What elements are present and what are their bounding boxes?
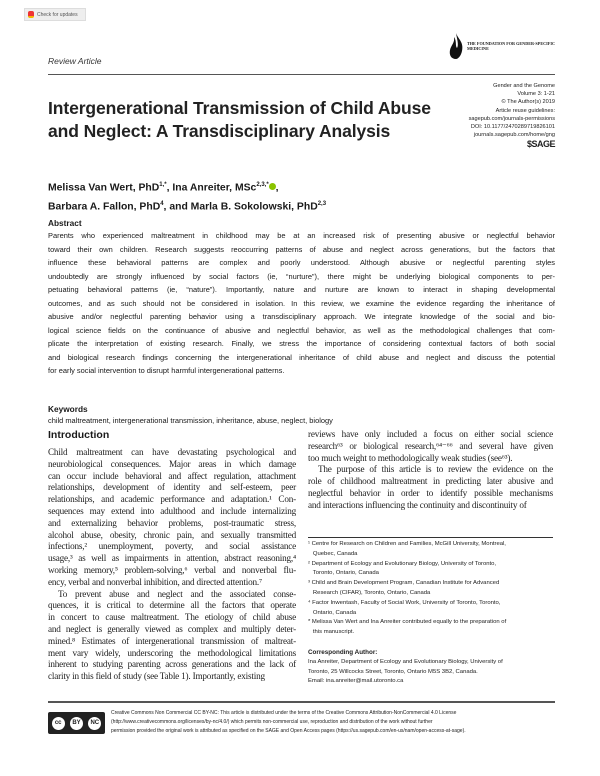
keywords-text: child maltreatment, intergenerational transmission, inheritance, abuse, neglect, biology — [48, 416, 333, 425]
author-list: Melissa Van Wert, PhD$^{1,*}$, Ina Anreiter, MSc$^{2,3,*}$ , Barbara A. Fallon, PhD$^4$, and Marla B. Sokolowski, PhD$^{2,3}$ — [48, 182, 327, 213]
text-line: Toronto, Ontario, Canada — [308, 570, 379, 577]
text-line: ³ Child and Brain Development Program, Canadian Institute for Advanced — [308, 580, 500, 587]
permissions-link[interactable]: sagepub.com/journals-permissions — [468, 115, 555, 122]
text-line: inherent to studying parenting across generations and the lack of — [48, 659, 296, 670]
intro-left-column — [48, 447, 296, 683]
text-line: ment vary widely, underscoring the methodological limitations — [48, 647, 296, 658]
text-line: usage,³ as well as impairments in attention, abstract reasoning,⁴ — [48, 553, 296, 564]
text-line: Child maltreatment can have devastating psychological and — [48, 447, 296, 457]
text-line: sequences may extend into adulthood and include internalizing — [48, 505, 296, 516]
text-line: can occur include behavioral and affect regulation, attachment — [48, 470, 296, 481]
license-text — [111, 709, 555, 737]
text-line: quences, it is critical to determine all the factors that operate — [48, 600, 296, 611]
text-line: abusive and/or neglectful parenting behavior using a transdisciplinary approach. We integrate knowledge of the social and bio- — [48, 312, 555, 321]
footnote-rule — [308, 537, 553, 538]
abstract — [48, 217, 555, 378]
text-line: influence these behavioral patterns are complex and poorly understood. Although abusive or neglectful parenting styles — [48, 258, 555, 267]
text-line: To prevent abuse and neglect and the associated conse- — [58, 588, 296, 599]
abstract-heading: Abstract — [48, 218, 82, 228]
text-line: working memory,⁵ problem-solving,⁶ verbal and nonverbal flu- — [48, 564, 296, 575]
corresponding-author: Corresponding Author: Ina Anreiter, Department of Ecology and Evolutionary Biology, University of Toronto, 25 Willcocks Street, Toronto, Ontario M5S 3B2, Canada. Email: ina.anreiter@mail.utoronto.ca — [308, 648, 553, 687]
intro-right-column — [308, 429, 553, 512]
text-line: this manuscript. — [308, 629, 355, 636]
text-line: ⁴ Factor Inwentash, Faculty of Social Work, University of Toronto, Toronto, — [308, 599, 501, 606]
text-line: petuating behavioral patterns (ie, “nature”). Importantly, nature and nurture are known to interact in shaping developmental — [48, 285, 555, 294]
text-line: infections,² unemployment, poverty, and social assistance — [48, 541, 296, 552]
text-line: Ina Anreiter, Department of Ecology and Evolutionary Biology, University of — [308, 658, 503, 665]
text-line: clarity in this field of study (see Table 1). Importantly, existing — [48, 671, 265, 682]
orcid-icon[interactable] — [269, 183, 276, 190]
journal-link[interactable]: journals.sagepub.com/home/gng — [473, 132, 555, 139]
sage-logo: $SAGE — [526, 139, 555, 150]
text-line: Creative Commons Non Commercial CC BY-NC: This article is distributed under the terms of the Creative Commons Attribution-NonCommercial 4.0 License — [111, 710, 457, 716]
text-line: reviews have only included a focus on either social science — [308, 429, 553, 439]
text-line: mined.⁸ Estimates of intergenerational transmission of maltreat- — [48, 635, 296, 646]
text-line: Quebec, Canada — [308, 550, 358, 557]
text-line: logical science fields on the continuance of abusive and neglectful behavior, as well as the methodological challenges that com- — [48, 325, 555, 335]
text-line: in concert to cause maltreatment. The etiology of child abuse — [48, 612, 296, 623]
footer-rule — [48, 701, 555, 703]
text-line: and neglect is generally viewed as complex and multiply deter- — [48, 623, 296, 634]
text-line: outcomes, and as such should not be considered in isolation. In this review, we examine the evidence regarding the inheritance of — [48, 298, 555, 308]
keywords — [48, 403, 555, 426]
text-line: and interactions influencing the continuity and discontinuity of — [308, 499, 527, 510]
text-line: permission provided the original work is attributed as specified on the SAGE and Open Access pages (https://us.sagepub.com/en-us/nam/open-access-at-sage). — [111, 728, 466, 735]
text-line: undoubtedly are strongly influenced by social factors (ie, “nurture”), there might be underlying biological components to per- — [48, 271, 555, 281]
header-rule — [48, 74, 555, 75]
text-line: plicate the interpretation of existing research. Finally, we stress the importance of considering contextual factors of both social — [48, 339, 555, 348]
text-line: neurobiological consequences. Major areas in which damage — [48, 458, 296, 469]
introduction-heading: Introduction — [48, 429, 110, 441]
text-line: alcohol abuse, obesity, chronic pain, and sexually transmitted — [48, 529, 296, 540]
update-icon — [28, 11, 34, 18]
text-line: relationships, development of identity and self-esteem, peer — [48, 482, 296, 493]
text-line: research⁶³ or biological research,⁶⁴⁻⁶⁶ and several have given — [308, 440, 553, 451]
text-line: Email: ina.anreiter@mail.utoronto.ca — [308, 678, 404, 685]
text-line: neglectful behavior in order to identify possible mechanisms — [308, 487, 553, 498]
text-line: Parents who experienced maltreatment in childhood may be at an increased risk of presenting abusive or neglectful behavior — [48, 231, 555, 240]
text-line: relationships, and academic performance and adaptation.¹ Con- — [48, 494, 296, 505]
article-type: Review Article — [48, 56, 102, 66]
text-line: (http://www.creativecommons.org/licenses/by-nc/4.0/) which permits non-commercial use, reproduction and distribution of the work without further — [111, 719, 433, 726]
text-line: Toronto, 25 Willcocks Street, Toronto, Ontario M5S 3B2, Canada. — [308, 668, 478, 675]
text-line: Research (CIFAR), Toronto, Ontario, Canada — [308, 589, 431, 596]
text-line: ency, verbal and nonverbal inhibition, and directed attention.⁷ — [48, 576, 263, 587]
affiliations — [308, 540, 553, 638]
cc-by-nc-badge[interactable]: cc BY NC — [48, 712, 105, 734]
flame-icon — [448, 33, 464, 59]
article-title: Intergenerational Transmission of Child Abuse and Neglect: A Transdisciplinary Analysis — [48, 98, 431, 141]
text-line: ¹ Centre for Research on Children and Families, McGill University, Montreal, — [308, 541, 506, 547]
doi-link[interactable]: DOI: 10.1177/2470289719826101 — [470, 124, 555, 131]
text-line: role of childhood maltreatment in predicting later abusive and — [308, 476, 553, 487]
text-line: and externalizing behavior problems, post-traumatic stress, — [48, 517, 296, 528]
keywords-heading: Keywords — [48, 404, 88, 414]
text-line: Ontario, Canada — [308, 609, 357, 616]
text-line: * Melissa Van Wert and Ina Anreiter contributed equally to the preparation of — [308, 619, 507, 626]
text-line: toward their own children. Research suggests reoccurring patterns of abuse and neglect across generations, but the factors that — [48, 244, 555, 254]
publisher-logo: THE FOUNDATION FOR GENDER-SPECIFIC MEDICINE — [448, 33, 555, 59]
text-line: and biological research findings concerning the intergenerational inheritance of child abuse and neglect and discuss the potential — [48, 352, 555, 362]
text-line: ² Department of Ecology and Evolutionary Biology, University of Toronto, — [308, 560, 497, 567]
journal-meta: Gender and the Genome Volume 3: 1-21 © The Author(s) 2019 Article reuse guidelines: sagepub.com/journals-permissions DOI: 10.1177/2470289719826101 journals.sagepub.com/home/gng $SAGE — [468, 83, 555, 150]
text-line: for early social intervention to disrupt harmful intergenerational patterns. — [48, 366, 285, 375]
text-line: too much weight to methodologically weak studies (see⁶³). — [308, 452, 513, 463]
text-line: The purpose of this article is to review the evidence on the — [318, 464, 553, 475]
check-for-updates-button[interactable]: Check for updates — [24, 8, 86, 21]
